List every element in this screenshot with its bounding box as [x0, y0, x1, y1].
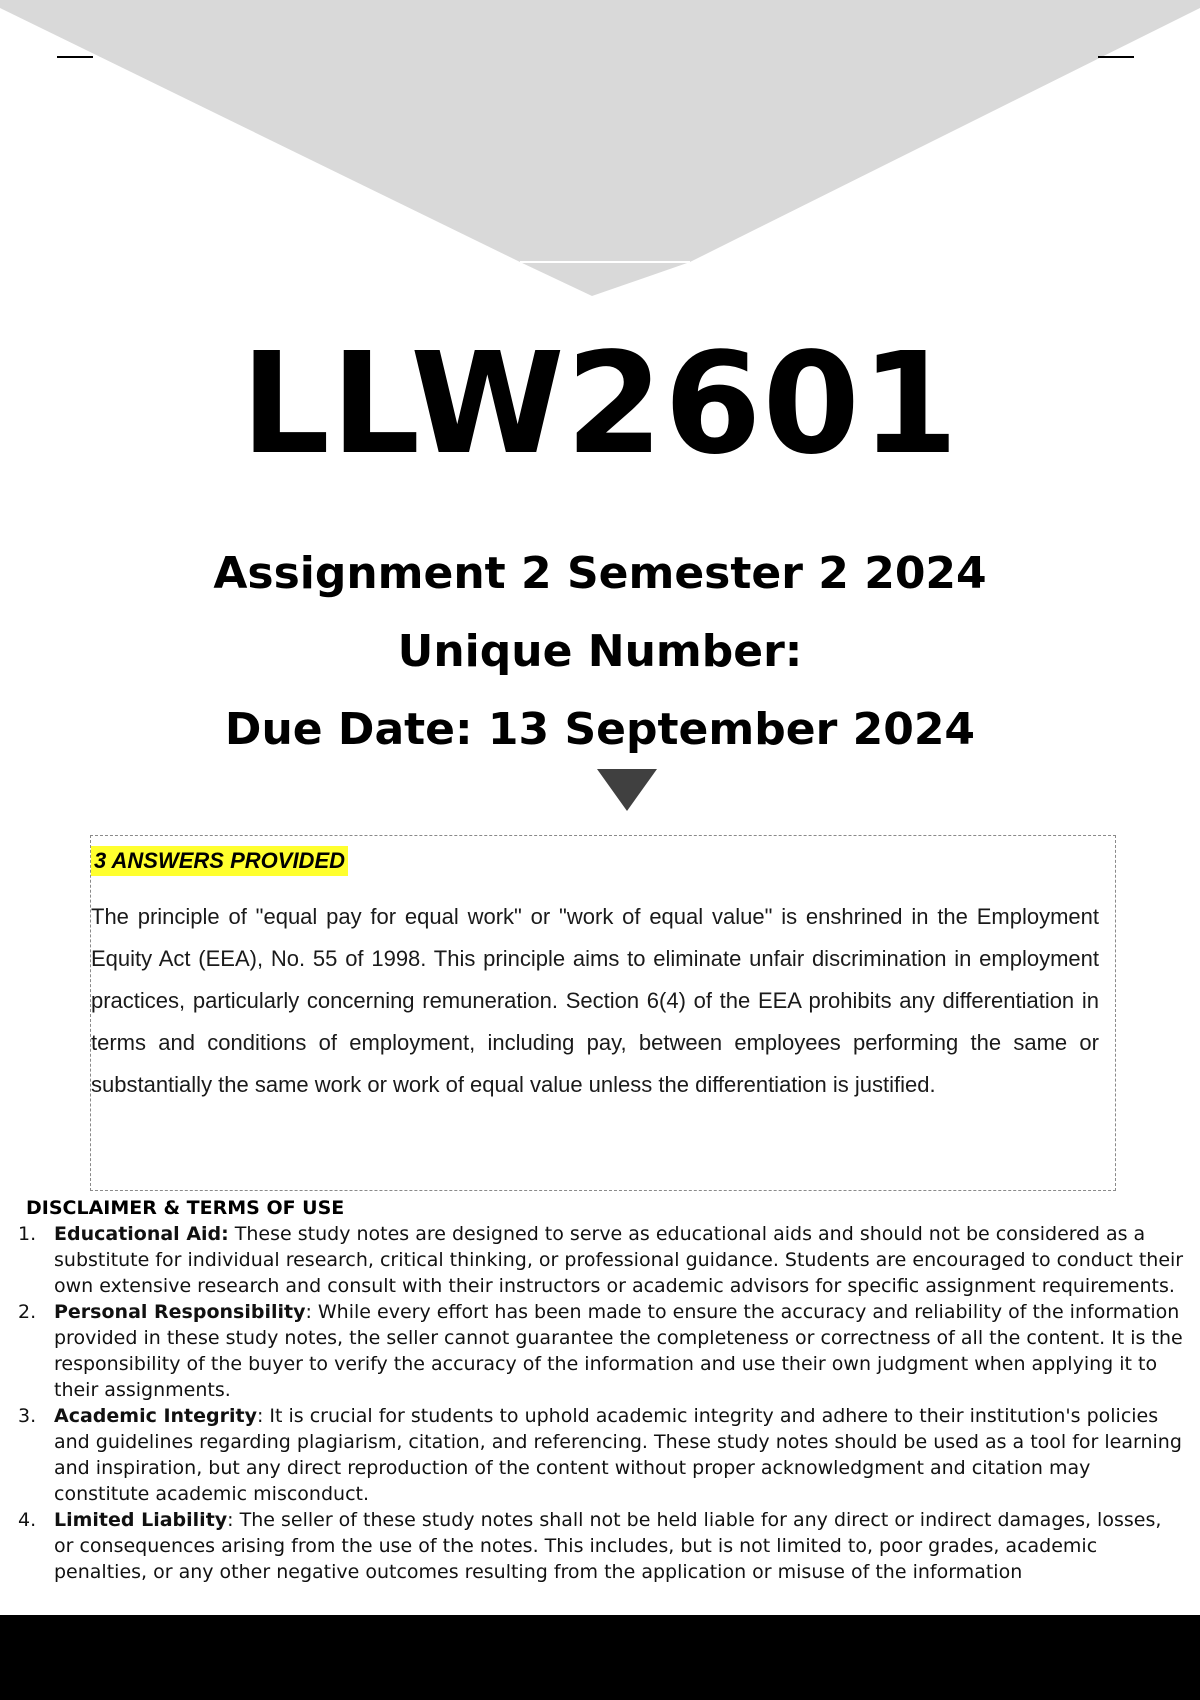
item-number: 3. [18, 1405, 37, 1427]
item-term: Limited Liability [54, 1509, 228, 1531]
disclaimer-item-educational-aid [14, 1221, 1186, 1299]
disclaimer-item-academic-integrity [14, 1403, 1186, 1507]
item-term: Personal Responsibility [54, 1301, 306, 1323]
item-number: 2. [18, 1301, 37, 1323]
item-text: : The seller of these study notes shall not be held liable for any direct or indirect damages, losses, or consequences arising from the use of the notes. This includes, but is not limited to, poor grades, academic penalties, or any other negative outcomes resulting from the application or misuse of the information [54, 1509, 1162, 1583]
decorative-chevron-banner [0, 0, 1200, 300]
item-text: : It is crucial for students to uphold academic integrity and adhere to their institution's policies and guidelines regarding plagiarism, citation, and referencing. These study notes should be used as a tool for learning and inspiration, but any direct reproduction of the content without proper acknowledgment and citation may constitute academic misconduct. [54, 1405, 1182, 1505]
item-number: 1. [18, 1223, 37, 1245]
answer-preview-box [90, 835, 1116, 1191]
disclaimer-item-personal-responsibility [14, 1299, 1186, 1403]
answers-provided-badge: 3 ANSWERS PROVIDED [91, 846, 348, 876]
course-code-title: LLW2601 [240, 323, 960, 486]
bottom-black-bar [0, 1615, 1200, 1700]
item-number: 4. [18, 1509, 37, 1531]
unique-number-heading: Unique Number: [397, 626, 803, 677]
answer-preview-text: The principle of "equal pay for equal work" or "work of equal value" is enshrined in the Employment Equity Act (EEA), No. 55 of 1998. This principle aims to eliminate unfair discrimination in employment practices, particularly concerning remuneration. Section 6(4) of the EEA prohibits any differentiation in terms and conditions of employment, including pay, between employees performing the same or substantially the same work or work of equal value unless the differentiation is justified. [91, 904, 1099, 1097]
due-date-heading: Due Date: 13 September 2024 [224, 704, 976, 755]
item-text: These study notes are designed to serve as educational aids and should not be considered as a substitute for individual research, critical thinking, or professional guidance. Students are encouraged to conduct their own extensive research and consult with their instructors or academic advisors for specific assignment requirements. [54, 1223, 1184, 1297]
disclaimer-title: DISCLAIMER & TERMS OF USE [26, 1197, 345, 1219]
assignment-heading: Assignment 2 Semester 2 2024 [213, 548, 987, 599]
corner-line-right [1098, 56, 1134, 58]
corner-line-left [57, 56, 93, 58]
item-term: Academic Integrity [54, 1405, 257, 1427]
disclaimer-item-limited-liability [14, 1507, 1186, 1585]
down-arrow-icon [597, 769, 657, 811]
item-term: Educational Aid: [54, 1223, 229, 1245]
disclaimer-list [14, 1221, 1186, 1585]
item-text: : While every effort has been made to ensure the accuracy and reliability of the information provided in these study notes, the seller cannot guarantee the completeness or correctness of all the content. It is the responsibility of the buyer to verify the accuracy of the information and use their own judgment when applying it to their assignments. [54, 1301, 1183, 1401]
